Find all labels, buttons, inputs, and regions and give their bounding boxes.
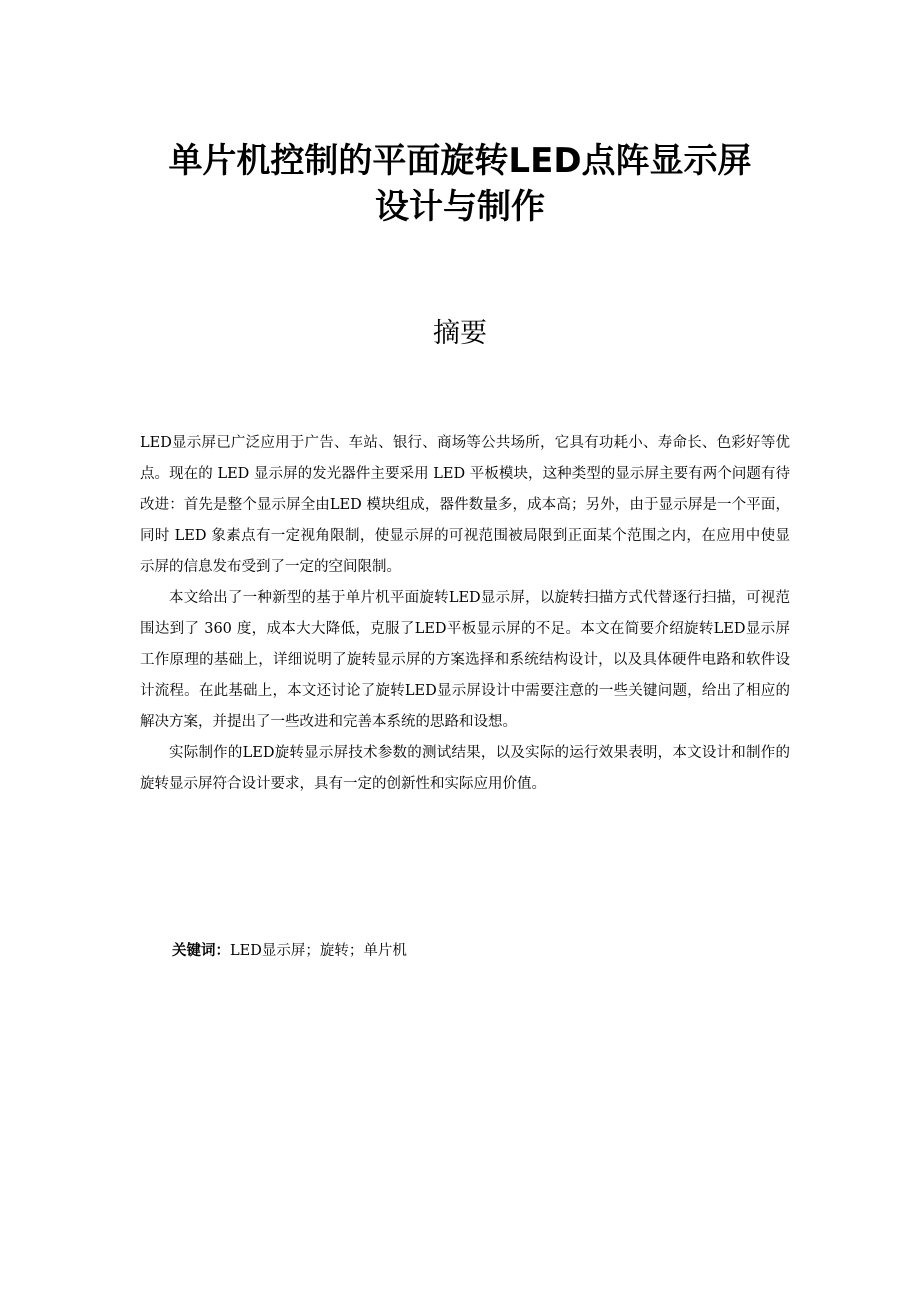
abstract-paragraph-1: LED显示屏已广泛应用于广告、车站、银行、商场等公共场所，它具有功耗小、寿命长、色彩好等优点。现在的 LED 显示屏的发光器件主要采用 LED 平板模块，这种类型的显示屏主要有两个问题有待改进：首先是整个显示屏全由LED 模块组成，器件数量多，成本高；另外，由于显示屏是一个平面，同时 LED 象素点有一定视角限制，使显示屏的可视范围被局限到正面某个范围之内，在应用中使显示屏的信息发布受到了一定的空间限制。 <box>140 435 790 575</box>
paper-title-line-2: 设计与制作 <box>375 187 545 227</box>
abstract-heading: 摘要 <box>433 318 487 349</box>
keywords-label: 关键词： <box>172 943 230 959</box>
keywords-text: LED显示屏；旋转；单片机 <box>230 943 407 959</box>
abstract-paragraph-3: 实际制作的LED旋转显示屏技术参数的测试结果，以及实际的运行效果表明，本文设计和制作的旋转显示屏符合设计要求，具有一定的创新性和实际应用价值。 <box>140 745 790 792</box>
abstract-paragraph-2: 本文给出了一种新型的基于单片机平面旋转LED显示屏，以旋转扫描方式代替逐行扫描，可视范围达到了 360 度，成本大大降低，克服了LED平板显示屏的不足。本文在简要介绍旋转LED显示屏工作原理的基础上，详细说明了旋转显示屏的方案选择和系统结构设计，以及具体硬件电路和软件设计流程。在此基础上，本文还讨论了旋转LED显示屏设计中需要注意的一些关键问题，给出了相应的解决方案，并提出了一些改进和完善本系统的思路和设想。 <box>140 590 790 730</box>
keywords-line <box>172 936 792 966</box>
paper-title-line-1: 单片机控制的平面旋转LED点阵显示屏 <box>168 141 752 181</box>
paper-title <box>100 138 820 230</box>
abstract-body <box>140 428 790 800</box>
